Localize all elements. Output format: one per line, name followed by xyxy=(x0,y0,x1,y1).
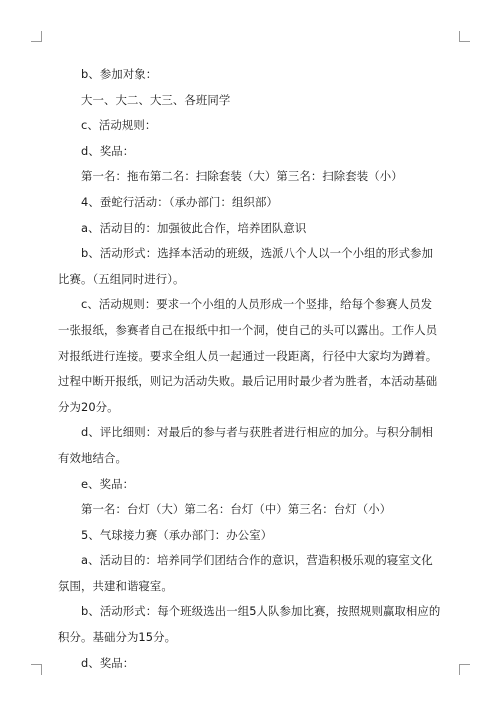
crop-mark-top-left xyxy=(31,31,42,42)
paragraph-scoring-rules: d、评比细则：对最后的参与者与获胜者进行相应的加分。与积分制相有效地结合。 xyxy=(58,425,434,465)
paragraph-rules-heading: c、活动规则： xyxy=(81,118,157,133)
paragraph-activity-rules: c、活动规则：要求一个小组的人员形成一个竖排，给每个参赛人员发一张报纸，参赛者自己在报纸中扣一个洞，使自己的头可以露出。工作人员对报纸进行连接。要求全组人员一起通过一段距离，行径中大家均为蹲着。过程中断开报纸，则记为活动失败。最后记用时最少者为胜者，本活动基础分为20分。 xyxy=(58,297,438,414)
paragraph-prizes-heading-3: d、奖品： xyxy=(81,655,135,670)
section-heading-balloon-relay: 5、气球接力赛（承办部门：办公室） xyxy=(81,527,273,542)
document-body xyxy=(58,62,442,676)
crop-mark-bottom-right xyxy=(459,664,470,675)
paragraph-prizes-list: 第一名：拖布第二名：扫除套装（大）第三名：扫除套装（小） xyxy=(81,169,403,184)
paragraph-activity-format: b、活动形式：选择本活动的班级，选派八个人以一个小组的形式参加比赛。（五组同时进行）。 xyxy=(58,246,434,286)
crop-mark-bottom-left xyxy=(31,664,42,675)
crop-mark-top-right xyxy=(459,31,470,42)
paragraph-participants-heading: b、参加对象： xyxy=(81,67,158,81)
paragraph-relay-format: b、活动形式：每个班级选出一组5人队参加比赛，按照规则赢取相应的积分。基础分为15分。 xyxy=(58,604,441,645)
paragraph-prizes-heading-2: e、奖品： xyxy=(81,476,135,491)
paragraph-activity-purpose: a、活动目的：加强彼此合作，培养团队意识 xyxy=(81,220,307,235)
paragraph-prizes-list-2: 第一名：台灯（大）第二名：台灯（中）第三名：台灯（小） xyxy=(81,502,392,517)
section-heading-snake-activity: 4、蚕蛇行活动：（承办部门：组织部） xyxy=(81,194,278,209)
paragraph-prizes-heading: d、奖品： xyxy=(81,143,135,158)
paragraph-relay-purpose: a、活动目的：培养同学们团结合作的意识，营造积极乐观的寝室文化氛围，共建和谐寝室。 xyxy=(58,553,433,593)
paragraph-participants: 大一、大二、大三、各班同学 xyxy=(81,92,231,107)
